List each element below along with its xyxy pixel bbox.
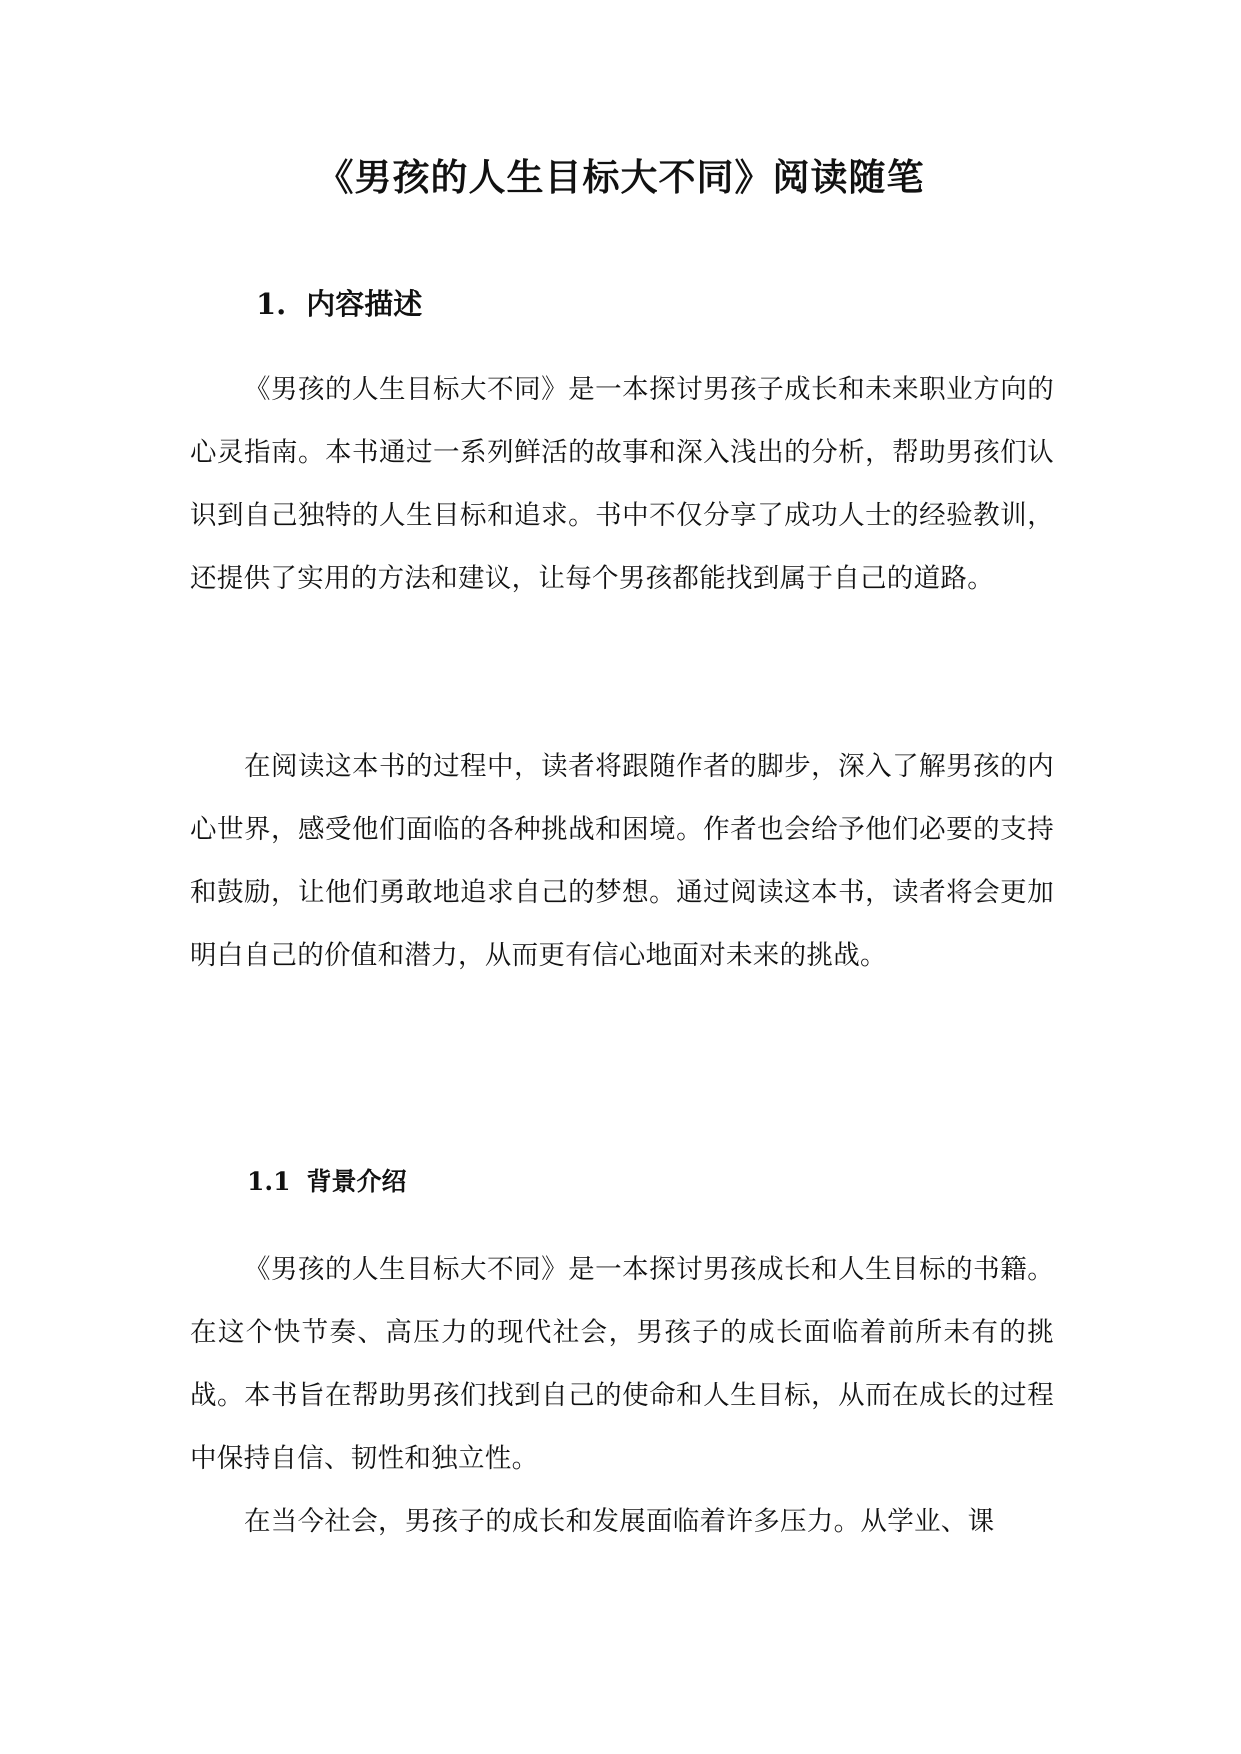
section-heading-1 — [256, 282, 422, 326]
paragraph-3: 《男孩的人生目标大不同》是一本探讨男孩成长和人生目标的书籍。在这个快节奏、高压力的现代社会，男孩子的成长面临着前所未有的挑战。本书旨在帮助男孩们找到自己的使命和人生目标，从而在成长的过程中保持自信、韧性和独立性。 — [190, 1254, 1054, 1474]
section-title: 内容描述 — [306, 287, 423, 321]
paragraph-4: 在当今社会，男孩子的成长和发展面临着许多压力。从学业、课 — [244, 1506, 995, 1537]
subsection-heading-1-1 — [247, 1162, 407, 1202]
paragraph-1: 《男孩的人生目标大不同》是一本探讨男孩子成长和未来职业方向的心灵指南。本书通过一系列鲜活的故事和深入浅出的分析，帮助男孩们认识到自己独特的人生目标和追求。书中不仅分享了成功人士的经验教训，还提供了实用的方法和建议，让每个男孩都能找到属于自己的道路。 — [190, 374, 1054, 594]
subsection-number: 1.1 — [247, 1167, 291, 1196]
subsection-title: 背景介绍 — [306, 1167, 407, 1196]
section-number: 1. — [256, 287, 287, 321]
paragraph-2: 在阅读这本书的过程中，读者将跟随作者的脚步，深入了解男孩的内心世界，感受他们面临的各种挑战和困境。作者也会给予他们必要的支持和鼓励，让他们勇敢地追求自己的梦想。通过阅读这本书，读者将会更加明白自己的价值和潜力，从而更有信心地面对未来的挑战。 — [190, 751, 1054, 971]
document-title: 《男孩的人生目标大不同》阅读随笔 — [316, 156, 925, 199]
